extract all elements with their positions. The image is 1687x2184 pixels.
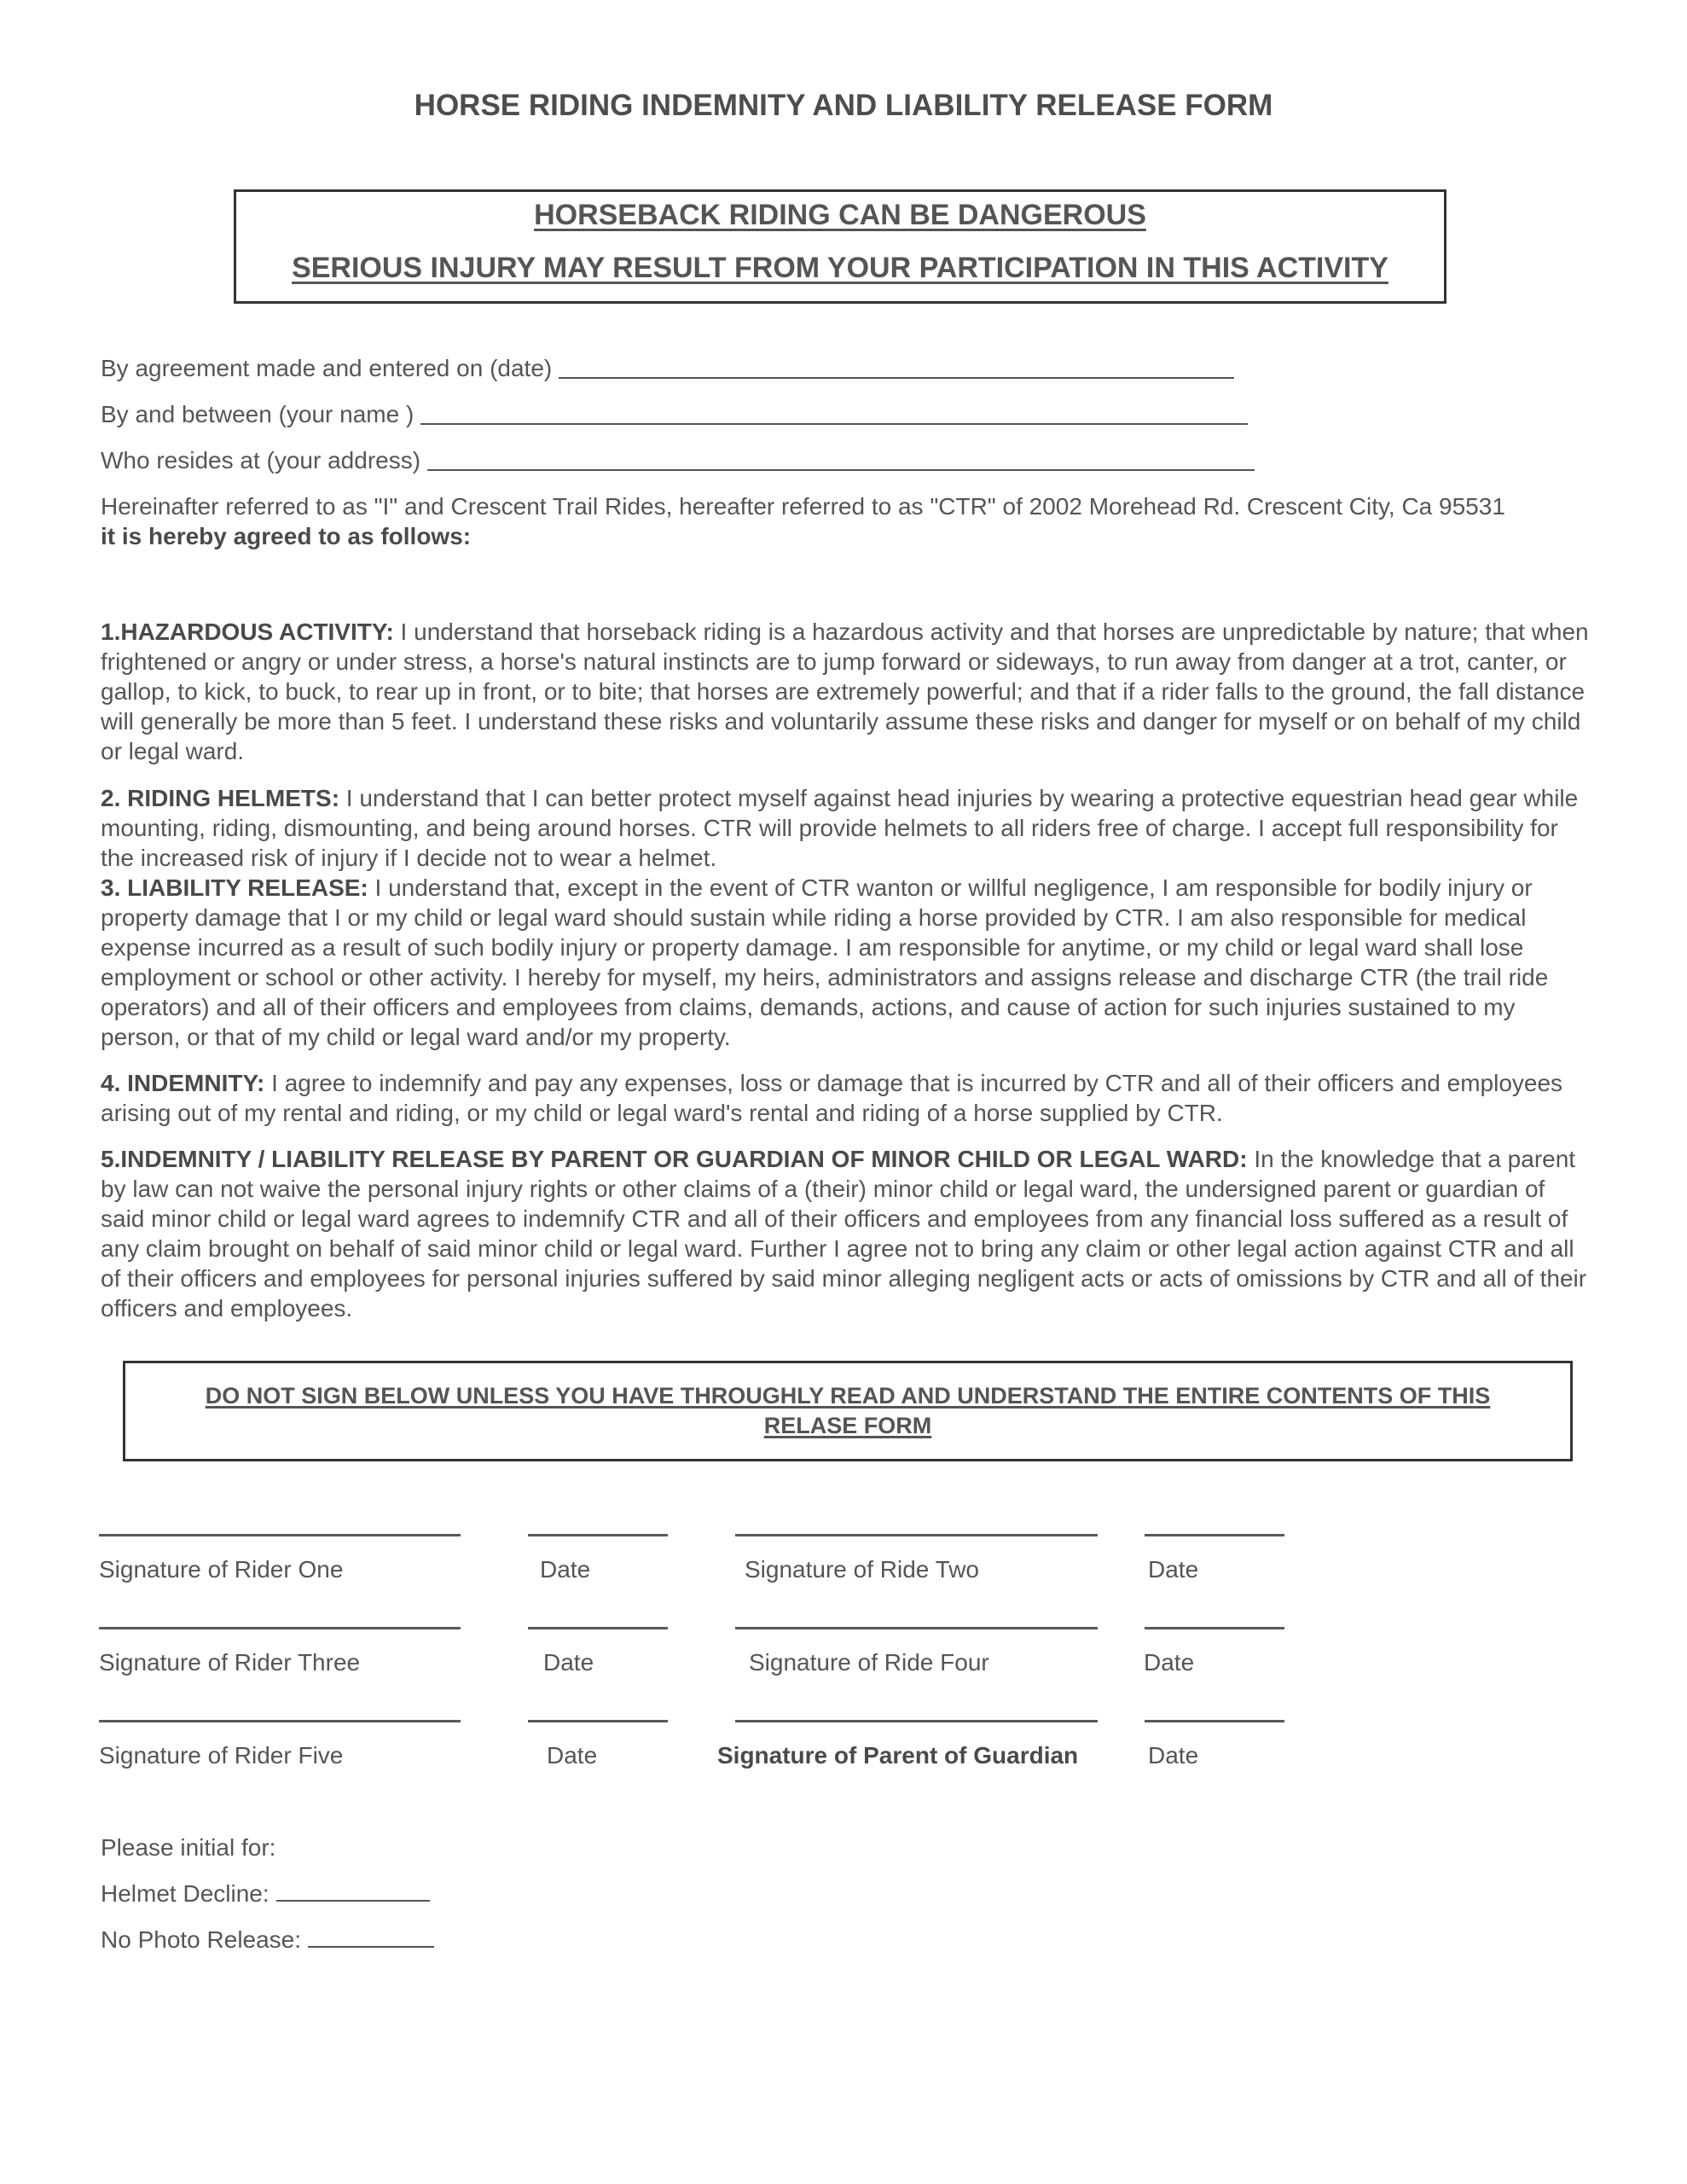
signature-rider-one-label: Signature of Rider One (99, 1556, 344, 1583)
section-heading: 1.HAZARDOUS ACTIVITY: (101, 619, 394, 645)
date-rider-one-line[interactable] (528, 1534, 668, 1536)
section-heading: 3. LIABILITY RELEASE: (101, 874, 368, 901)
date-rider-five-line[interactable] (528, 1720, 668, 1722)
no-photo-release-input[interactable] (308, 1945, 434, 1948)
agreement-date-label: By agreement made and entered on (date) (101, 355, 553, 381)
section-body: I understand that horseback riding is a hazardous activity and that horses are unpredictable by nature; that when frightened or angry or under stress, a horse's natural instincts are to jump forward or sideways, to run away from danger at a trot, canter, or gallop, to kick, to buck, to rear up in front, or to bite; that horses are extremely powerful; and that if a rider falls to the ground, the fall distance will generally be more than 5 feet. I understand these risks and voluntarily assume these risks and danger for myself or on behalf of my child or legal ward. (101, 619, 1589, 764)
agreement-date-field (101, 355, 1234, 382)
warning-line-2: SERIOUS INJURY MAY RESULT FROM YOUR PARTICIPATION IN THIS ACTIVITY (292, 252, 1388, 284)
signature-rider-three-label: Signature of Rider Three (99, 1649, 361, 1676)
do-not-sign-notice-box (123, 1361, 1573, 1461)
date-label: Date (1148, 1556, 1199, 1583)
signature-rider-three-line[interactable] (99, 1627, 461, 1629)
section-riding-helmets (101, 783, 1593, 873)
section-heading: 4. INDEMNITY: (101, 1070, 265, 1096)
date-rider-three-line[interactable] (528, 1627, 668, 1629)
your-name-field (101, 401, 1248, 428)
section-body: I understand that, except in the event of CTR wanton or willful negligence, I am responsible for bodily injury or property damage that I or my child or legal ward should sustain while riding a horse provided by CTR. I am also responsible for medical expense incurred as a result of such bodily injury or property damage. I am responsible for anytime, or my child or legal ward shall lose employment or school or other activity. I hereby for myself, my heirs, administrators and assigns release and discharge CTR (the trail ride operators) and all of their officers and employees from claims, demands, actions, and cause of action for such injuries sustained to my person, or that of my child or legal ward and/or my property. (101, 874, 1549, 1050)
section-parent-guardian-release (101, 1144, 1593, 1323)
section-heading: 5.INDEMNITY / LIABILITY RELEASE BY PARENT OR GUARDIAN OF MINOR CHILD OR LEGAL WARD: (101, 1146, 1248, 1172)
intro-bold: it is hereby agreed to as follows: (101, 523, 472, 549)
intro-text: Hereinafter referred to as "I" and Crescent Trail Rides, hereafter referred to as "CTR" of 2002 Morehead Rd. Crescent City, Ca 95531 (101, 493, 1505, 520)
your-name-input[interactable] (420, 422, 1248, 425)
signature-rider-two-label: Signature of Ride Two (745, 1556, 979, 1583)
helmet-decline-label: Helmet Decline: (101, 1880, 270, 1907)
signature-rider-four-label: Signature of Ride Four (749, 1649, 989, 1676)
helmet-decline-input[interactable] (276, 1899, 430, 1902)
page-title: HORSE RIDING INDEMNITY AND LIABILITY RELEASE FORM (414, 89, 1273, 122)
agreement-date-input[interactable] (559, 376, 1234, 379)
section-body: In the knowledge that a parent by law can not waive the personal injury rights or other claims of a (their) minor child or legal ward, the undersigned parent or guardian of said minor child or legal ward agrees to indemnify CTR and all of their officers and employees from any financial loss suffered as a result of any claim brought on behalf of said minor child or legal ward. Further I agree not to bring any claim or other legal action against CTR and all of their officers and employees for personal injuries suffered by said minor alleging negligent acts or acts of omissions by CTR and all of their officers and employees. (101, 1146, 1587, 1321)
date-label: Date (1148, 1742, 1199, 1769)
signature-parent-guardian-line[interactable] (735, 1720, 1098, 1722)
date-rider-two-line[interactable] (1145, 1534, 1284, 1536)
intro-paragraph (101, 491, 1602, 551)
date-rider-four-line[interactable] (1145, 1627, 1284, 1629)
initials-heading: Please initial for: (101, 1834, 276, 1861)
signature-rider-one-line[interactable] (99, 1534, 461, 1536)
do-not-sign-notice: DO NOT SIGN BELOW UNLESS YOU HAVE THROUGHLY READ AND UNDERSTAND THE ENTIRE CONTENTS OF THIS RELASE FORM (205, 1383, 1491, 1438)
date-label: Date (547, 1742, 598, 1769)
warning-box (234, 189, 1446, 304)
your-address-input[interactable] (427, 468, 1255, 471)
date-label: Date (543, 1649, 594, 1676)
no-photo-release-field (101, 1926, 434, 1954)
date-label: Date (1144, 1649, 1195, 1676)
your-address-field (101, 447, 1255, 474)
signature-parent-guardian-label: Signature of Parent of Guardian (717, 1742, 1079, 1769)
date-label: Date (540, 1556, 591, 1583)
section-hazardous-activity (101, 617, 1593, 766)
section-indemnity (101, 1068, 1593, 1128)
date-parent-guardian-line[interactable] (1145, 1720, 1284, 1722)
section-liability-release (101, 873, 1593, 1052)
helmet-decline-field (101, 1880, 430, 1908)
your-name-label: By and between (your name ) (101, 401, 415, 427)
section-body: I agree to indemnify and pay any expenses, loss or damage that is incurred by CTR and all of their officers and employees arising out of my rental and riding, or my child or legal ward's rental and riding of a horse supplied by CTR. (101, 1070, 1563, 1126)
section-body: I understand that I can better protect myself against head injuries by wearing a protective equestrian head gear while mounting, riding, dismounting, and being around horses. CTR will provide helmets to all riders free of charge. I accept full responsibility for the increased risk of injury if I decide not to wear a helmet. (101, 785, 1579, 871)
signature-rider-five-line[interactable] (99, 1720, 461, 1722)
no-photo-release-label: No Photo Release: (101, 1926, 302, 1953)
signature-rider-two-line[interactable] (735, 1534, 1098, 1536)
signature-rider-four-line[interactable] (735, 1627, 1098, 1629)
your-address-label: Who resides at (your address) (101, 447, 421, 473)
section-heading: 2. RIDING HELMETS: (101, 785, 340, 811)
signature-rider-five-label: Signature of Rider Five (99, 1742, 344, 1769)
warning-line-1: HORSEBACK RIDING CAN BE DANGEROUS (534, 199, 1146, 231)
